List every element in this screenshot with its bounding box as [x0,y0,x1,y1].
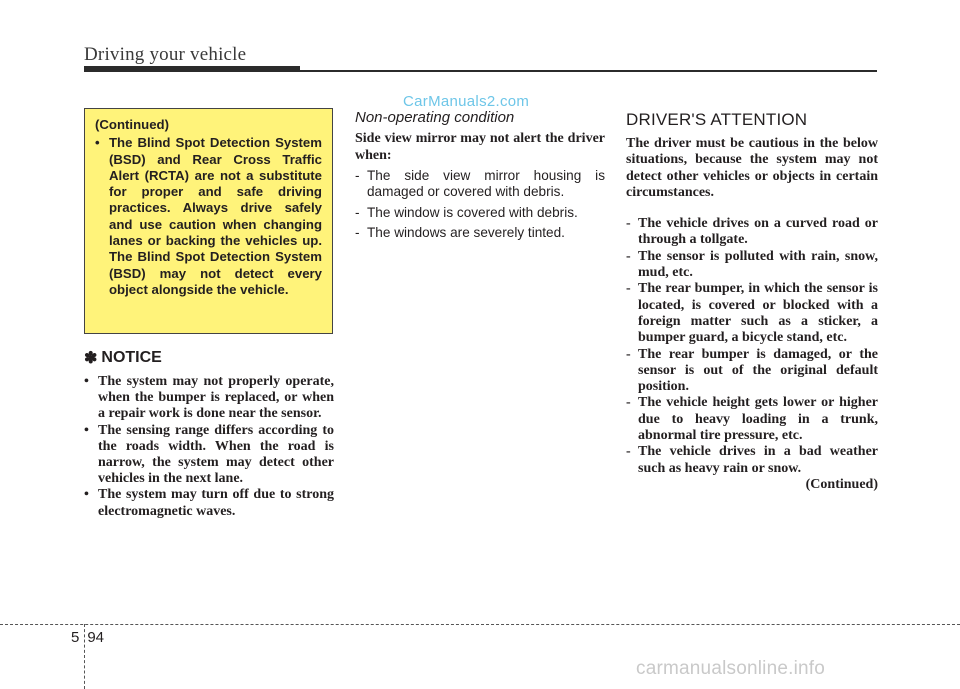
notice-star-icon: ✽ [84,350,98,367]
drivers-attention-intro: The driver must be cautious in the below situations, because the system may not detect other vehicles or objects in certain circumstances. [626,136,878,200]
warning-continued: (Continued) [95,117,169,132]
non-operating-item [355,225,605,241]
attention-item-text: The vehicle drives in a bad weather such as heavy rain or snow. [638,444,878,476]
drivers-attention-heading: DRIVER'S ATTENTION [626,110,808,129]
dash-marker: - [626,248,631,264]
non-operating-item-text: The side view mirror housing is damaged or covered with debris. [367,168,605,200]
column-middle [355,108,605,242]
notice-item [84,487,334,519]
column-left [84,108,334,520]
dash-marker: - [626,216,631,232]
attention-item [626,444,878,477]
dash-marker: - [626,346,631,362]
attention-item [626,281,878,346]
non-operating-item [355,205,605,221]
drivers-attention-list [626,216,878,493]
attention-item-text: The rear bumper, in which the sensor is located, is covered or blocked with a foreign matter such as a sticker, a bumper guard, a bicycle stand, etc. [638,281,878,346]
continued-label: (Continued) [805,476,878,492]
attention-item [626,249,878,282]
warning-text: The Blind Spot Detection System (BSD) and Rear Cross Traffic Alert (RCTA) are not a substitute for proper and safe driving practices. Always drive safely and use caution when changing lanes or backing the vehicles up. The Blind Spot Detection System (BSD) may not detect every object alongside the vehicle. [109,135,322,297]
bullet-icon: • [84,487,89,503]
non-operating-item [355,168,605,201]
header-rule [84,70,877,72]
notice-item-text: The system may not properly operate, when the bumper is replaced, or when a repair work is done near the sensor. [98,374,334,422]
non-operating-intro: Side view mirror may not alert the driver when: [355,131,605,163]
dash-marker: - [626,395,631,411]
footer-rule [0,624,960,625]
page-number-value: 94 [87,629,105,646]
attention-item-text: The vehicle drives on a curved road or through a tollgate. [638,216,878,248]
dash-marker: - [355,225,360,241]
attention-item-text: The rear bumper is damaged, or the sensor is out of the original default position. [638,346,878,395]
attention-item-text: The vehicle height gets lower or higher due to heavy loading in a trunk, abnormal tire pressure, etc. [638,395,878,444]
warning-bullet-row [95,135,322,298]
attention-item [626,395,878,444]
bullet-icon: • [84,422,89,438]
column-right [626,108,878,493]
non-operating-item-text: The windows are severely tinted. [367,225,565,241]
watermark-bottom: carmanualsonline.info [636,658,826,679]
dash-marker: - [355,204,360,220]
attention-item [626,216,878,249]
page-number [71,629,104,646]
watermark-top: CarManuals2.com [403,93,530,110]
notice-item [84,423,334,488]
dash-marker: - [626,281,631,297]
notice-item [84,374,334,423]
notice-heading [84,348,334,368]
dash-marker: - [355,168,360,183]
bullet-icon: • [84,374,89,389]
notice-title: NOTICE [101,349,162,366]
dash-marker: - [626,444,631,460]
header-title: Driving your vehicle [84,44,247,65]
non-operating-item-text: The window is covered with debris. [367,204,578,220]
chapter-number: 5 [71,629,80,646]
warning-box [84,108,333,334]
bullet-icon: • [95,135,100,151]
non-operating-heading: Non-operating condition [355,109,515,126]
attention-item [626,347,878,396]
notice-list [84,374,334,520]
notice-item-text: The sensing range differs according to the roads width. When the road is narrow, the system may detect other vehicles in the next lane. [98,422,334,487]
notice-item-text: The system may turn off due to strong electromagnetic waves. [98,487,334,519]
attention-item-text: The sensor is polluted with rain, snow, mud, etc. [638,248,878,281]
